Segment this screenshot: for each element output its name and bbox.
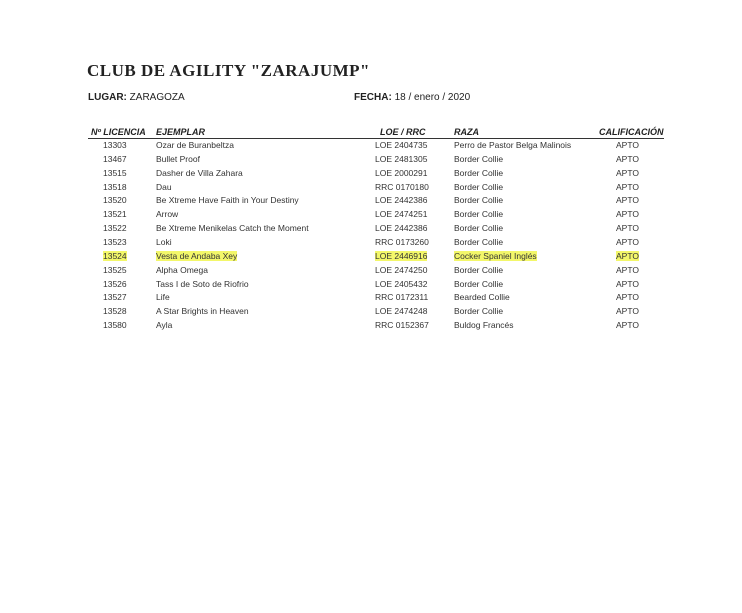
cell-calificacion: APTO xyxy=(616,140,639,150)
cell-licencia: 13521 xyxy=(103,209,127,220)
lugar-label: LUGAR: xyxy=(88,92,127,103)
cell-licencia: 13518 xyxy=(103,181,127,192)
table-row xyxy=(0,320,742,334)
cell-calificacion: APTO xyxy=(616,292,639,303)
cell-licencia: 13526 xyxy=(103,278,127,289)
cell-raza: Buldog Francés xyxy=(454,320,514,331)
table-row xyxy=(0,292,742,306)
table-row xyxy=(0,154,742,168)
cell-licencia: 13525 xyxy=(103,264,127,275)
table-row xyxy=(0,168,742,182)
table-row xyxy=(0,223,742,237)
cell-calificacion: APTO xyxy=(616,153,639,164)
cell-licencia: 13522 xyxy=(103,223,127,234)
cell-ejemplar: Ozar de Buranbeltza xyxy=(156,140,234,150)
cell-ejemplar: Be Xtreme Have Faith in Your Destiny xyxy=(156,195,299,206)
cell-calificacion: APTO xyxy=(616,236,639,247)
cell-loe: LOE 2000291 xyxy=(375,167,428,178)
cell-ejemplar: Be Xtreme Menikelas Catch the Moment xyxy=(156,223,309,234)
cell-calificacion: APTO xyxy=(616,320,639,331)
cell-loe: LOE 2474250 xyxy=(375,264,428,275)
cell-licencia: 13580 xyxy=(103,320,127,331)
cell-ejemplar: A Star Brights in Heaven xyxy=(156,306,249,317)
cell-raza: Border Collie xyxy=(454,264,504,275)
cell-loe: LOE 2404735 xyxy=(375,140,428,150)
cell-ejemplar: Vesta de Andaba Xey xyxy=(156,250,238,261)
cell-licencia: 13524 xyxy=(103,250,127,261)
cell-ejemplar: Ayla xyxy=(156,320,173,331)
header-divider xyxy=(88,138,664,139)
cell-raza: Bearded Collie xyxy=(454,292,510,303)
cell-loe: RRC 0172311 xyxy=(375,292,429,303)
table-row xyxy=(0,195,742,209)
header-loe: LOE / RRC xyxy=(380,127,426,137)
cell-licencia: 13523 xyxy=(103,236,127,247)
cell-licencia: 13515 xyxy=(103,167,127,178)
cell-calificacion: APTO xyxy=(616,195,639,206)
cell-licencia: 13528 xyxy=(103,306,127,317)
fecha-label: FECHA: xyxy=(354,92,392,103)
cell-ejemplar: Dau xyxy=(156,181,172,192)
cell-calificacion: APTO xyxy=(616,181,639,192)
table-row xyxy=(0,140,742,154)
cell-loe: LOE 2405432 xyxy=(375,278,428,289)
cell-ejemplar: Tass I de Soto de Riofrio xyxy=(156,278,249,289)
header-ejemplar: EJEMPLAR xyxy=(156,127,206,137)
cell-calificacion: APTO xyxy=(616,209,639,220)
cell-raza: Border Collie xyxy=(454,278,504,289)
cell-calificacion: APTO xyxy=(616,278,639,289)
cell-raza: Border Collie xyxy=(454,181,504,192)
cell-calificacion: APTO xyxy=(616,223,639,234)
cell-raza: Border Collie xyxy=(454,153,504,164)
cell-loe: LOE 2446916 xyxy=(375,250,428,261)
cell-raza: Border Collie xyxy=(454,167,504,178)
cell-licencia: 13527 xyxy=(103,292,127,303)
table-row xyxy=(0,279,742,293)
table-row xyxy=(0,182,742,196)
header-calificacion: CALIFICACIÓN xyxy=(599,127,664,137)
cell-ejemplar: Arrow xyxy=(156,209,179,220)
cell-raza: Perro de Pastor Belga Malinois xyxy=(454,140,572,150)
cell-raza: Border Collie xyxy=(454,195,504,206)
cell-loe: RRC 0173260 xyxy=(375,236,429,247)
cell-licencia: 13520 xyxy=(103,195,127,206)
document-title: CLUB DE AGILITY "ZARAJUMP" xyxy=(87,61,370,80)
cell-ejemplar: Dasher de Villa Zahara xyxy=(156,167,243,178)
cell-loe: RRC 0170180 xyxy=(375,181,429,192)
cell-ejemplar: Bullet Proof xyxy=(156,153,200,164)
cell-loe: LOE 2442386 xyxy=(375,195,428,206)
cell-loe: RRC 0152367 xyxy=(375,320,429,331)
cell-ejemplar: Loki xyxy=(156,236,172,247)
cell-raza: Border Collie xyxy=(454,223,504,234)
table-row xyxy=(0,265,742,279)
fecha-line xyxy=(354,92,470,103)
cell-raza: Border Collie xyxy=(454,236,504,247)
cell-licencia: 13467 xyxy=(103,153,127,164)
cell-loe: LOE 2442386 xyxy=(375,223,428,234)
cell-raza: Border Collie xyxy=(454,209,504,220)
cell-calificacion: APTO xyxy=(616,264,639,275)
lugar-line xyxy=(88,92,185,103)
cell-calificacion: APTO xyxy=(616,167,639,178)
table-row xyxy=(0,251,742,265)
cell-raza: Cocker Spaniel Inglés xyxy=(454,250,537,261)
table-row xyxy=(0,237,742,251)
cell-loe: LOE 2481305 xyxy=(375,153,428,164)
cell-raza: Border Collie xyxy=(454,306,504,317)
cell-loe: LOE 2474248 xyxy=(375,306,428,317)
cell-ejemplar: Alpha Omega xyxy=(156,264,208,275)
lugar-value: ZARAGOZA xyxy=(129,92,185,103)
cell-ejemplar: Life xyxy=(156,292,170,303)
cell-calificacion: APTO xyxy=(616,306,639,317)
table-row xyxy=(0,209,742,223)
cell-licencia: 13303 xyxy=(103,140,127,150)
fecha-value: 18 / enero / 2020 xyxy=(394,92,471,103)
cell-loe: LOE 2474251 xyxy=(375,209,428,220)
header-licencia: Nº LICENCIA xyxy=(91,127,146,137)
table-row xyxy=(0,306,742,320)
cell-calificacion: APTO xyxy=(616,250,639,261)
header-raza: RAZA xyxy=(454,127,479,137)
